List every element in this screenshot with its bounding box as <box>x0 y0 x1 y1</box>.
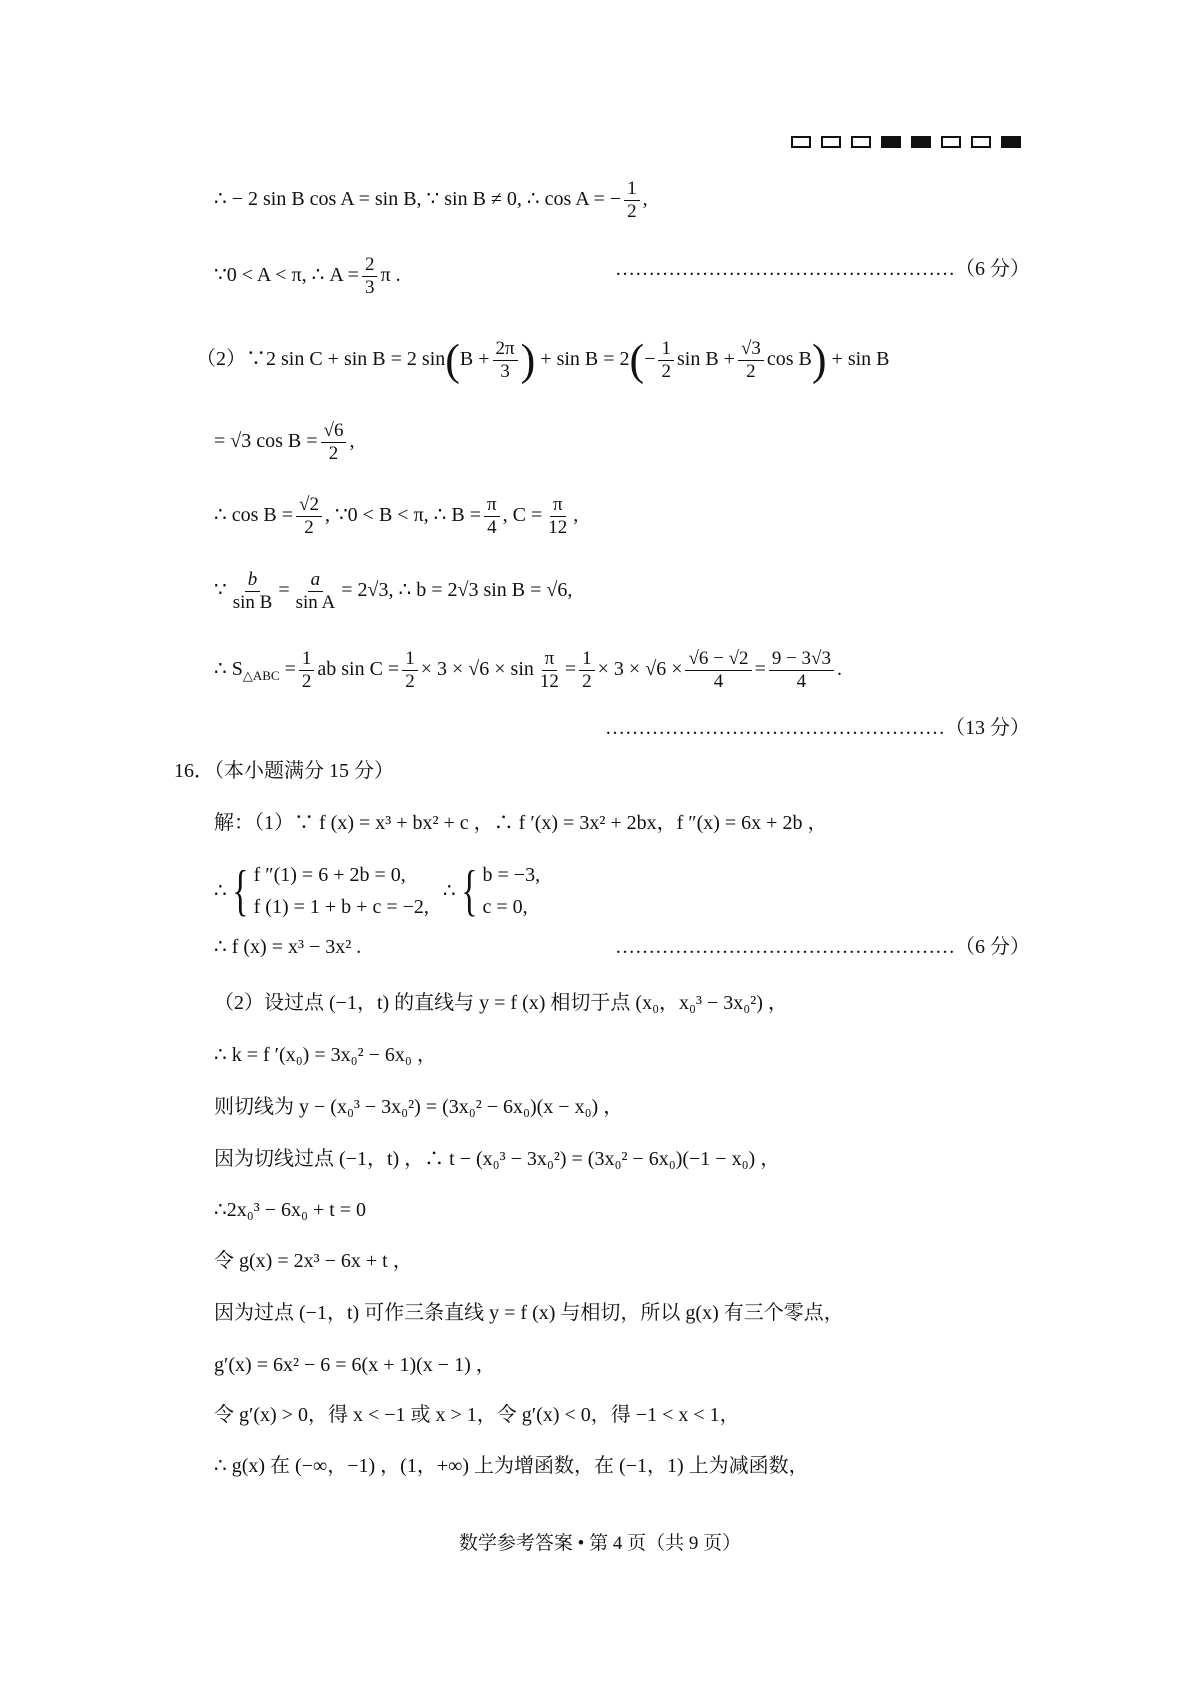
math-text: ∴ cos B = <box>214 503 294 526</box>
header-code-squares <box>791 136 1021 148</box>
math-text: = 2√3, ∴ b = 2√3 sin B = √6, <box>341 578 573 601</box>
math-text: × 3 × √6 × <box>597 657 683 680</box>
math-text: ∵ <box>214 578 227 601</box>
math-text: ∴2x₀³ − 6x₀ + t = 0 <box>214 1199 367 1221</box>
math-text: ∴ <box>442 880 456 902</box>
fraction: $\frac{b}{\text{sin B}}$ <box>232 569 273 613</box>
math-text: ∴ S <box>214 657 243 680</box>
code-square <box>821 136 841 148</box>
fraction: $\frac{1}{2}$ <box>579 648 595 693</box>
fraction: $\frac{1}{2}$ <box>402 648 418 693</box>
math-text: ∴ k = f ′(x₀) = 3x₀² − 6x₀ ， <box>214 1044 437 1066</box>
math-text: π . <box>380 263 401 286</box>
math-text: 解：（1）∵ f (x) = x³ + bx² + c ，∴ f ′(x) = 3x² + 2bx，f ″(x) = 6x + 2b ， <box>214 812 828 834</box>
score-marker: ……………………………………………（6 分） <box>615 258 1030 280</box>
math-text: 则切线为 y − (x₀³ − 3x₀²) = (3x₀² − 6x₀)(x − x₀) ， <box>214 1096 624 1118</box>
math-text: ∴ g(x) 在 (−∞，−1) ，(1，+∞) 上为增函数，在 (−1，1) 上为减函数， <box>214 1455 809 1477</box>
code-square <box>851 136 871 148</box>
fraction: $\frac{\pi}{12}$ <box>539 648 559 692</box>
fraction: $\frac{9 - 3√3}{4}$ <box>769 648 834 693</box>
math-text: + sin B <box>831 347 890 370</box>
fraction: $\frac{\pi}{4}$ <box>484 494 500 539</box>
code-square <box>791 136 811 148</box>
math-text: ab sin C = <box>317 657 400 680</box>
q16-system <box>0 854 1200 928</box>
score-marker: ……………………………………………（13 分） <box>605 717 1030 739</box>
math-text: g′(x) = 6x² − 6 = 6(x + 1)(x − 1) ， <box>214 1354 496 1376</box>
math-text: − <box>644 347 656 370</box>
code-square <box>941 136 961 148</box>
math-text: （2）∵2 sin C + sin B = 2 sin <box>196 347 446 370</box>
fraction: $\frac{2}{3}$ <box>362 254 378 299</box>
fraction: $\frac{√6 - √2}{4}$ <box>685 648 751 693</box>
math-text: , ∵0 < B < π, ∴ B = <box>324 503 482 526</box>
math-text: 因为过点 (−1，t) 可作三条直线 y = f (x) 与相切，所以 g(x) 有三个零点， <box>214 1302 844 1324</box>
fraction: $\frac{√2}{2}$ <box>296 494 322 539</box>
fraction: $\frac{√3}{2}$ <box>738 338 764 383</box>
math-text: ∴ f (x) = x³ − 3x² . <box>214 936 362 958</box>
math-text: B + <box>459 347 490 370</box>
score-marker: ……………………………………………（6 分） <box>615 936 1030 958</box>
math-text: ∴ <box>214 880 227 902</box>
code-square <box>1001 136 1021 148</box>
math-text: ∴ − 2 sin B cos A = sin B, ∵ sin B ≠ 0, ∴ cos A = − <box>214 187 622 210</box>
math-text: ∵0 < A < π, ∴ A = <box>214 263 359 286</box>
math-text: （2）设过点 (−1，t) 的直线与 y = f (x) 相切于点 (x₀，x₀³ − 3x₀²) ， <box>214 992 788 1014</box>
math-text: 因为切线过点 (−1，t) ，∴ t − (x₀³ − 3x₀²) = (3x₀² − 6x₀)(−1 − x₀) ， <box>214 1148 781 1170</box>
left-brace: { <box>461 860 478 922</box>
math-text: + sin B = 2 <box>540 347 630 370</box>
fraction: $\frac{1}{2}$ <box>624 178 640 223</box>
fraction: $\frac{a}{\text{sin A}}$ <box>295 569 336 613</box>
answer-page: ∴ − 2 sin B cos A = sin B, ∵ sin B ≠ 0, ∴ cos A = − $\frac{1}{2}$ , ∵0 < A < π, ∴ A = $\frac{2}{3}$ π . ……………………………………………（6 分） （2）∵2 sin C + sin B = 2 sin(B + $\frac{2\pi}{3}$ ) + sin B = 2(− $\frac{1}{2}$ sin B + $\frac{√3}{2}$ cos B) + sin B = √3 cos B = $\frac{√6}{2}$ , ∴ cos B = $\frac{√2}{2}$ , ∵0 < B < π, ∴ B = $\frac{\pi}{4}$ , C = $\frac{\pi}{12}$ , ∵ $\frac{b}{\text{sin B}}$ = $\frac{a}{\text{sin A}}$ = 2√3, ∴ b = 2√3 sin B = √6, ∴ $S_{\triangle ABC}$ = $\frac{1}{2}$ ab sin C = $\frac{1}{2}$ × 3 × √6 × sin $\frac{\pi}{12}$ = $\frac{1}{2}$ × 3 × √6 × $\frac{√6 - √2}{4}$ = $\frac{9 - 3√3}{4}$ . ……………………………………………（13 分） 16．（本小题满分 15 分） 解：（1）∵ f (x) = x³ + bx² + c ，∴ f ′(x) = 3x² + 2bx，f ″(x) = 6x + 2b ， ∴ { f ″(1) = 6 + 2b = 0, f (1) = 1 + b + c = −2, ∴ { b = −3, c = 0, ∴ f (x) = x³ − 3x² . ……………………………………………（6 分） （2）设过点 (−1，t) 的直线与 y = f (x) 相切于点 (x₀，x₀³ − 3x₀²) ， ∴ k = f ′(x₀) = 3x₀² − 6x₀ ， 则切线为 y − (x₀³ − 3x₀²) = (3x₀² − 6x₀)(x − x₀) ， 因为切线过点 (−1，t) ，∴ t − (x₀³ − 3x₀²) = (3x₀² − 6x₀)(−1 − x₀) ， ∴2x₀³ − 6x₀ + t = 0 令 g(x) = 2x³ − 6x + t ， 因为过点 (−1，t) 可作三条直线 y = f (x) 与相切，所以 g(x) 有三个零点， g′(x) = 6x² − 6 = 6(x + 1)(x − 1) ， 令 g′(x) > 0，得 x < −1 或 x > 1，令 g′(x) < 0，得 −1 < x < 1， ∴ g(x) 在 (−∞，−1) ，(1，+∞) 上为增函数，在 (−1，1) 上为减函数， 数学参考答案 • 第 4 页（共 9 页） <box>0 0 1200 1698</box>
math-text: sin B + <box>676 347 735 370</box>
question-heading: 16．（本小题满分 15 分） <box>174 760 394 782</box>
fraction: $\frac{√6}{2}$ <box>321 420 347 465</box>
fraction: $\frac{\pi}{12}$ <box>548 494 568 538</box>
code-square <box>971 136 991 148</box>
math-text: , C = <box>502 503 543 526</box>
math-text: cos B <box>766 347 812 370</box>
fraction: $\frac{1}{2}$ <box>658 338 674 383</box>
page-footer: 数学参考答案 • 第 4 页（共 9 页） <box>458 1533 742 1554</box>
code-square <box>911 136 931 148</box>
math-text: × 3 × √6 × sin <box>420 657 534 680</box>
math-text: 令 g(x) = 2x³ − 6x + t ， <box>214 1250 413 1272</box>
fraction: $\frac{1}{2}$ <box>299 648 315 693</box>
equation-system: f ″(1) = 6 + 2b = 0, f (1) = 1 + b + c = −2, <box>253 864 429 918</box>
code-square <box>881 136 901 148</box>
math-text: = √3 cos B = <box>214 429 318 452</box>
equation-system: b = −3, c = 0, <box>482 864 541 918</box>
fraction: $\frac{2\pi}{3}$ <box>493 338 518 383</box>
left-brace: { <box>232 860 249 922</box>
math-text: 令 g′(x) > 0，得 x < −1 或 x > 1，令 g′(x) < 0，得 −1 < x < 1， <box>214 1404 740 1426</box>
